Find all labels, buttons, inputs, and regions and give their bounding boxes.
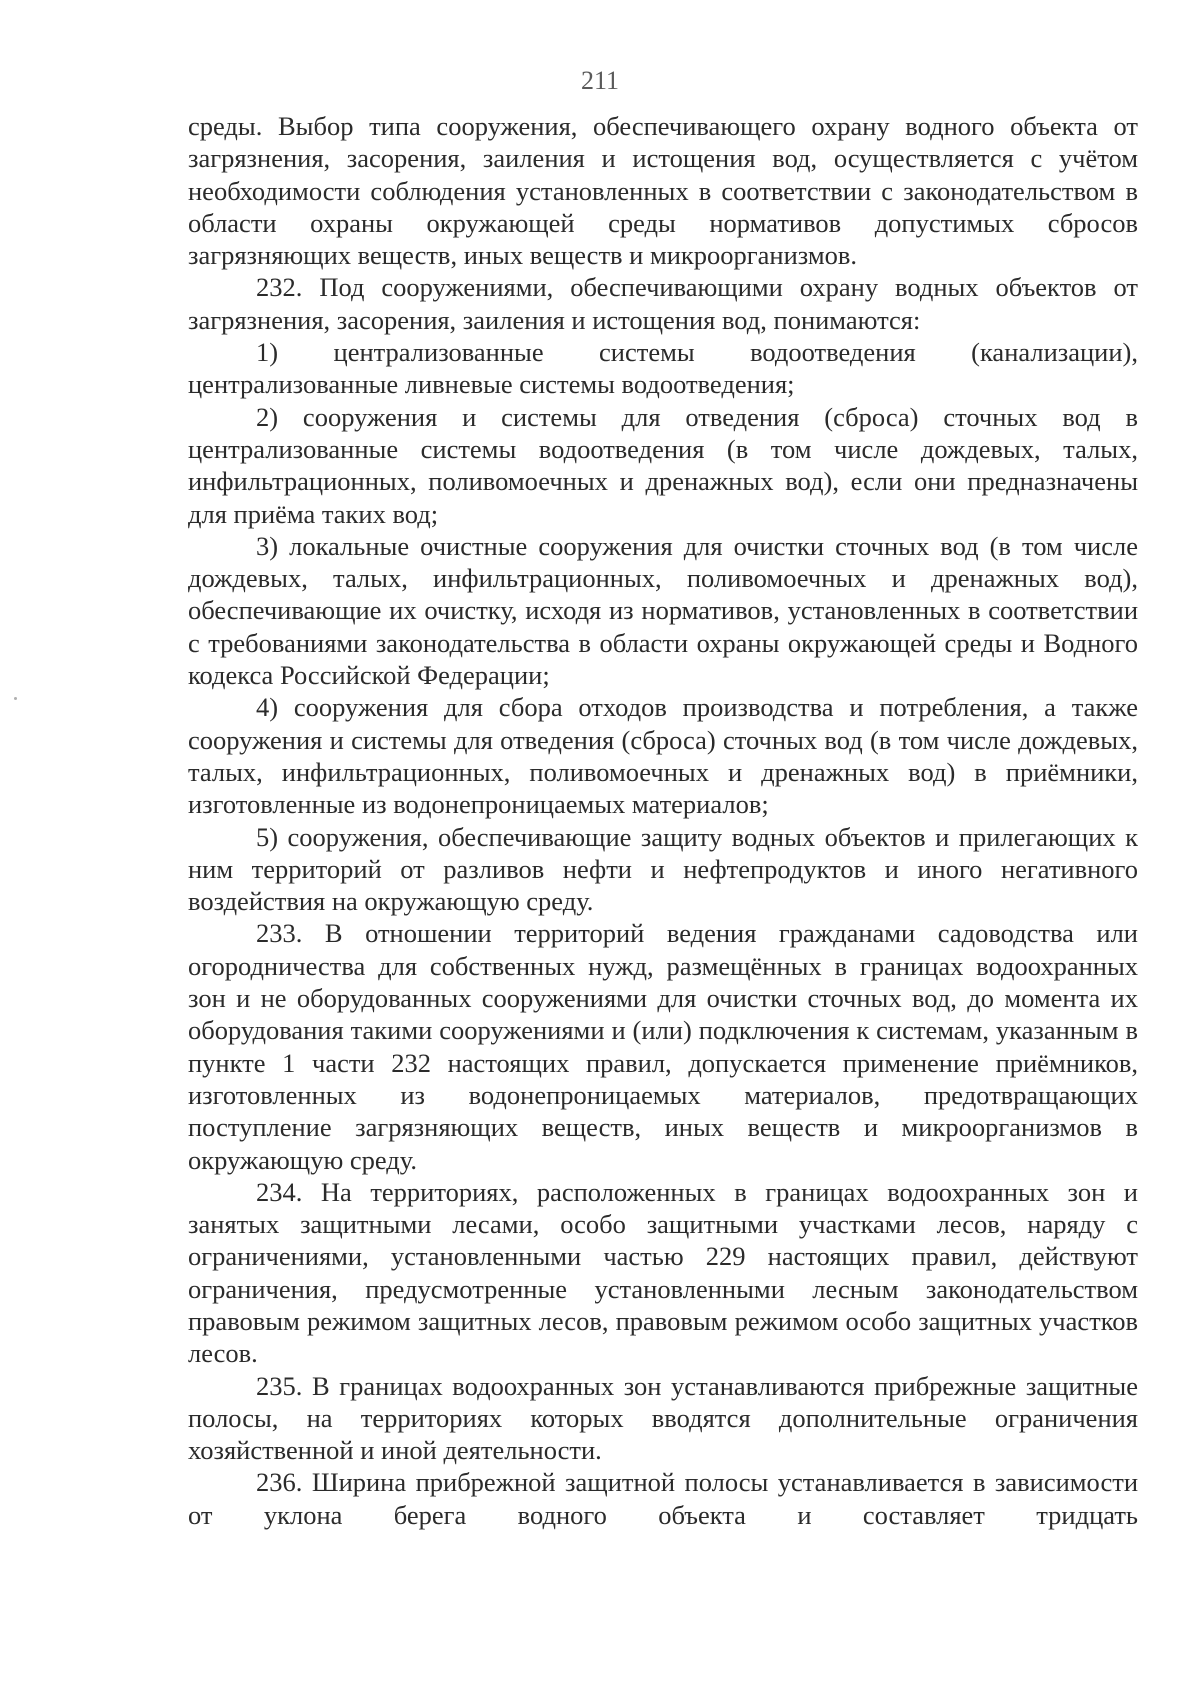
paragraph: 4) сооружения для сбора отходов производства и потребления, а также сооружения и системы для отведения (сброса) сточных вод (в том числе дождевых, талых, инфильтрационных, поливомоечных и дренажных вод) в приёмники, изготовленные из водонепроницаемых материалов; [188, 692, 1138, 820]
paragraph: 3) локальные очистные сооружения для очистки сточных вод (в том числе дождевых, талых, инфильтрационных, поливомоечных и дренажных вод), обеспечивающие их очистку, исходя из нормативов, установленных в соответствии с требованиями законодательства в области охраны окружающей среды и Водного кодекса Российской Федерации; [188, 530, 1138, 691]
paragraph: 234. На территориях, расположенных в границах водоохранных зон и занятых защитными лесами, особо защитными участками лесов, наряду с ограничениями, установленными частью 229 настоящих правил, действуют ограничения, предусмотренные установленными лесным законодательством правовым режимом защитных лесов, правовым режимом особо защитных участков лесов. [188, 1176, 1138, 1369]
paragraph: 232. Под сооружениями, обеспечивающими охрану водных объектов от загрязнения, засорения, заиления и истощения вод, понимаются: [188, 272, 1138, 335]
paragraph: 235. В границах водоохранных зон устанавливаются прибрежные защитные полосы, на территориях которых вводятся дополнительные ограничения хозяйственной и иной деятельности. [188, 1370, 1138, 1466]
paragraph: 2) сооружения и системы для отведения (сброса) сточных вод в централизованные системы водоотведения (в том числе дождевых, талых, инфильтрационных, поливомоечных и дренажных вод), если они предназначены для приёма таких вод; [188, 401, 1138, 529]
paragraph: 5) сооружения, обеспечивающие защиту водных объектов и прилегающих к ним территорий от разливов нефти и нефтепродуктов и иного негативного воздействия на окружающую среду. [188, 821, 1138, 917]
scan-speck [14, 697, 17, 700]
paragraph: среды. Выбор типа сооружения, обеспечивающего охрану водного объекта от загрязнения, засорения, заиления и истощения вод, осуществляется с учётом необходимости соблюдения установленных в соответствии с законодательством в области охраны окружающей среды нормативов допустимых сбросов загрязняющих веществ, иных веществ и микроорганизмов. [188, 111, 1138, 271]
paragraph: 236. Ширина прибрежной защитной полосы устанавливается в зависимости от уклона берега водного объекта и составляет тридцать [188, 1467, 1138, 1530]
paragraph: 1) централизованные системы водоотведения (канализации), централизованные ливневые системы водоотведения; [188, 337, 1138, 400]
document-body [188, 110, 1138, 1531]
page-number: 211 [580, 66, 620, 95]
paragraph: 233. В отношении территорий ведения гражданами садоводства или огородничества для собственных нужд, размещённых в границах водоохранных зон и не оборудованных сооружениями для очистки сточных вод, до момента их оборудования такими сооружениями и (или) подключения к системам, указанным в пункте 1 части 232 настоящих правил, допускается применение приёмников, изготовленных из водонепроницаемых материалов, предотвращающих поступление загрязняющих веществ, иных веществ и микроорганизмов в окружающую среду. [188, 918, 1138, 1175]
